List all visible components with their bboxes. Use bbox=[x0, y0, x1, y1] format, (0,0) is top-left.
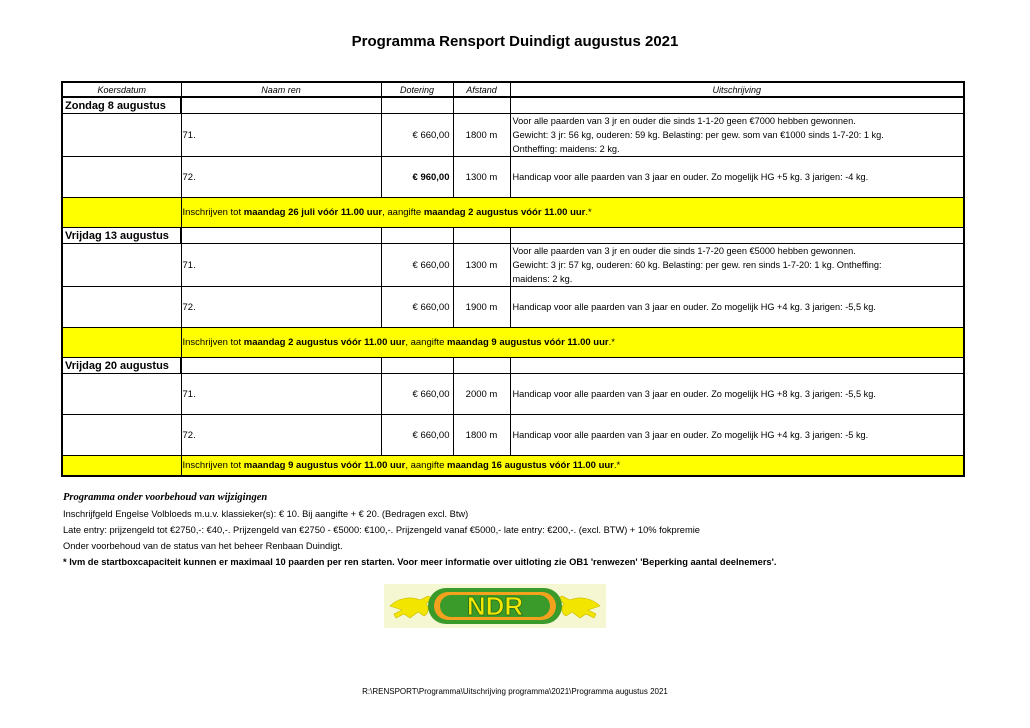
race-conditions bbox=[510, 114, 964, 157]
page-title: Programma Rensport Duindigt augustus 2021 bbox=[351, 33, 679, 50]
deadline-date: maandag 26 juli vóór 11.00 uur bbox=[243, 207, 383, 218]
condition-line: maidens: 2 kg. bbox=[512, 274, 573, 284]
deadline-date: maandag 16 augustus vóór 11.00 uur bbox=[447, 460, 614, 471]
empty-cell bbox=[62, 287, 181, 328]
empty-cell bbox=[453, 358, 510, 374]
race-number: 71. bbox=[181, 114, 381, 157]
race-prize: € 960,00 bbox=[381, 157, 453, 198]
empty-cell bbox=[62, 114, 181, 157]
header-conditions: Uitschrijving bbox=[510, 82, 964, 97]
condition-line: Handicap voor alle paarden van 3 jaar en ouder. Zo mogelijk HG +8 kg. 3 jarigen: -5,5 kg. bbox=[512, 389, 876, 399]
race-conditions bbox=[510, 244, 964, 287]
condition-line: Handicap voor alle paarden van 3 jaar en ouder. Zo mogelijk HG +4 kg. 3 jarigen: -5 kg. bbox=[512, 430, 869, 440]
race-row bbox=[62, 114, 964, 157]
race-conditions bbox=[510, 157, 964, 198]
condition-line: Handicap voor alle paarden van 3 jaar en ouder. Zo mogelijk HG +5 kg. 3 jarigen: -4 kg. bbox=[512, 172, 869, 182]
empty-cell bbox=[62, 157, 181, 198]
day-label: Zondag 8 augustus bbox=[62, 97, 181, 114]
race-distance: 1300 m bbox=[453, 244, 510, 287]
deadline-note bbox=[181, 198, 964, 228]
race-distance: 1300 m bbox=[453, 157, 510, 198]
race-number: 71. bbox=[181, 244, 381, 287]
program-table bbox=[61, 81, 965, 477]
header-date: Koersdatum bbox=[62, 82, 181, 97]
race-distance: 1800 m bbox=[453, 114, 510, 157]
empty-cell bbox=[381, 228, 453, 244]
deadline-date: maandag 9 augustus vóór 11.00 uur bbox=[447, 337, 609, 348]
deadline-row bbox=[62, 456, 964, 477]
empty-cell bbox=[510, 228, 964, 244]
empty-cell bbox=[381, 358, 453, 374]
svg-text:NDR: NDR bbox=[466, 591, 524, 621]
empty-cell bbox=[181, 228, 381, 244]
race-prize: € 660,00 bbox=[381, 415, 453, 456]
race-row bbox=[62, 374, 964, 415]
empty-cell bbox=[510, 358, 964, 374]
deadline-text: .* bbox=[608, 337, 615, 348]
condition-line: Gewicht: 3 jr: 57 kg, ouderen: 60 kg. Belasting: per gew. ren sinds 1-7-20: 1 kg. Ontheffing: bbox=[512, 260, 882, 270]
deadline-text: Inschrijven tot bbox=[182, 207, 244, 218]
day-label: Vrijdag 20 augustus bbox=[62, 358, 181, 374]
header-distance: Afstand bbox=[453, 82, 510, 97]
empty-cell bbox=[181, 358, 381, 374]
race-conditions bbox=[510, 287, 964, 328]
race-row bbox=[62, 244, 964, 287]
disclaimer: Programma onder voorbehoud van wijzigingen bbox=[63, 492, 268, 503]
empty-cell bbox=[62, 244, 181, 287]
race-number: 71. bbox=[181, 374, 381, 415]
day-row bbox=[62, 228, 964, 244]
fees-note: Inschrijfgeld Engelse Volbloeds m.u.v. klassieker(s): € 10. Bij aangifte + € 20. (Bedragen excl. Btw) bbox=[63, 509, 469, 519]
empty-cell bbox=[62, 456, 181, 477]
deadline-text: Inschrijven tot bbox=[182, 337, 244, 348]
status-note: Onder voorbehoud van de status van het beheer Renbaan Duindigt. bbox=[63, 541, 343, 551]
late-entry-note: Late entry: prijzengeld tot €2750,-: €40,-. Prijzengeld van €2750 - €5000: €100,-. Prijzengeld vanaf €5000,- late entry: €200,-. (excl. BTW) + 10% fokpremie bbox=[63, 525, 700, 535]
day-label: Vrijdag 13 augustus bbox=[62, 228, 181, 244]
deadline-note bbox=[181, 328, 964, 358]
empty-cell bbox=[510, 97, 964, 114]
deadline-row bbox=[62, 328, 964, 358]
file-path: R:\RENSPORT\Programma\Uitschrijving programma\2021\Programma augustus 2021 bbox=[362, 687, 668, 696]
condition-line: Voor alle paarden van 3 jr en ouder die sinds 1-1-20 geen €7000 hebben gewonnen. bbox=[512, 116, 856, 126]
deadline-text: , aangifte bbox=[405, 337, 448, 348]
header-prize: Dotering bbox=[381, 82, 453, 97]
race-prize: € 660,00 bbox=[381, 114, 453, 157]
deadline-text: , aangifte bbox=[382, 207, 424, 218]
deadline-text: .* bbox=[613, 460, 621, 471]
deadline-note bbox=[181, 456, 964, 477]
header-name: Naam ren bbox=[181, 82, 381, 97]
race-prize: € 660,00 bbox=[381, 287, 453, 328]
deadline-row bbox=[62, 198, 964, 228]
race-conditions bbox=[510, 374, 964, 415]
deadline-text: , aangifte bbox=[405, 460, 448, 471]
condition-line: Handicap voor alle paarden van 3 jaar en ouder. Zo mogelijk HG +4 kg. 3 jarigen: -5,5 kg. bbox=[512, 302, 876, 312]
empty-cell bbox=[62, 374, 181, 415]
deadline-date: maandag 9 augustus vóór 11.00 uur bbox=[243, 460, 406, 471]
race-row bbox=[62, 415, 964, 456]
empty-cell bbox=[62, 328, 181, 358]
deadline-date: maandag 2 augustus vóór 11.00 uur bbox=[243, 337, 406, 348]
race-distance: 2000 m bbox=[453, 374, 510, 415]
empty-cell bbox=[62, 198, 181, 228]
deadline-date: maandag 2 augustus vóór 11.00 uur bbox=[423, 207, 586, 218]
condition-line: Gewicht: 3 jr: 56 kg, ouderen: 59 kg. Belasting: per gew. som van €1000 sinds 1-7-20: 1 kg. bbox=[512, 130, 884, 140]
ndr-logo bbox=[384, 584, 606, 628]
race-number: 72. bbox=[181, 415, 381, 456]
condition-line: Voor alle paarden van 3 jr en ouder die sinds 1-7-20 geen €5000 hebben gewonnen. bbox=[512, 246, 856, 256]
empty-cell bbox=[453, 228, 510, 244]
race-distance: 1900 m bbox=[453, 287, 510, 328]
race-number: 72. bbox=[181, 157, 381, 198]
race-row bbox=[62, 287, 964, 328]
deadline-text: Inschrijven tot bbox=[182, 460, 244, 471]
table-header-row bbox=[62, 82, 964, 97]
day-row bbox=[62, 358, 964, 374]
empty-cell bbox=[381, 97, 453, 114]
condition-line: Ontheffing: maidens: 2 kg. bbox=[512, 144, 620, 154]
empty-cell bbox=[181, 97, 381, 114]
race-row bbox=[62, 157, 964, 198]
empty-cell bbox=[453, 97, 510, 114]
startbox-note: * Ivm de startboxcapaciteit kunnen er maximaal 10 paarden per ren starten. Voor meer informatie over uitloting zie OB1 'renwezen' 'Beperking aantal deelnemers'. bbox=[63, 557, 777, 567]
deadline-text: .* bbox=[585, 207, 592, 218]
race-number: 72. bbox=[181, 287, 381, 328]
race-distance: 1800 m bbox=[453, 415, 510, 456]
race-conditions bbox=[510, 415, 964, 456]
empty-cell bbox=[62, 415, 181, 456]
footer-notes bbox=[63, 490, 776, 570]
race-prize: € 660,00 bbox=[381, 244, 453, 287]
day-row bbox=[62, 97, 964, 114]
race-prize: € 660,00 bbox=[381, 374, 453, 415]
